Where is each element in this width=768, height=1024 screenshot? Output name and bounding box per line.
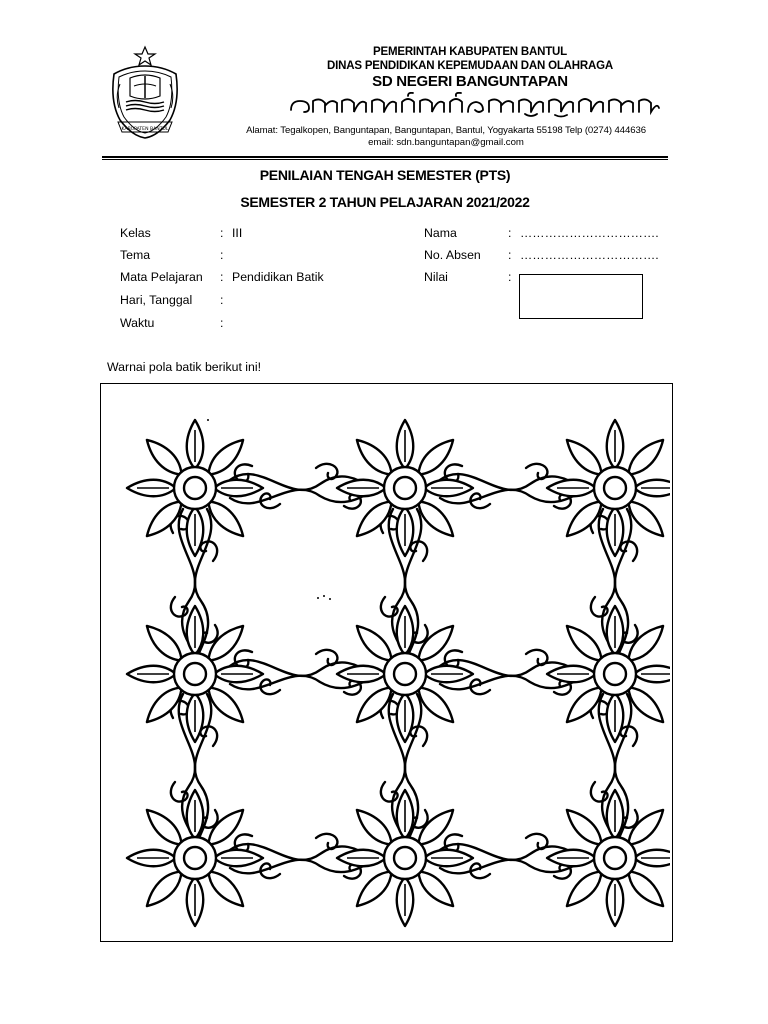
exam-title: PENILAIAN TENGAH SEMESTER (PTS) bbox=[259, 167, 511, 183]
field-colon: : bbox=[220, 226, 224, 240]
field-colon: : bbox=[508, 270, 512, 284]
batik-flower bbox=[547, 606, 670, 742]
field-label-waktu: Waktu bbox=[120, 316, 155, 330]
field-colon: : bbox=[220, 270, 224, 284]
batik-flower bbox=[337, 420, 473, 556]
field-label-tema: Tema bbox=[120, 248, 151, 262]
school-name: SD NEGERI BANGUNTAPAN bbox=[372, 73, 568, 90]
field-label-mata-pelajaran: Mata Pelajaran bbox=[120, 270, 203, 284]
field-value-kelas: III bbox=[232, 226, 243, 240]
batik-flower bbox=[127, 420, 263, 556]
exam-semester: SEMESTER 2 TAHUN PELAJARAN 2021/2022 bbox=[240, 194, 530, 210]
field-colon: : bbox=[508, 248, 512, 262]
field-label-no-absen: No. Absen bbox=[424, 248, 481, 262]
batik-flower bbox=[547, 420, 670, 556]
department-name: DINAS PENDIDIKAN KEPEMUDAAN DAN OLAHRAGA bbox=[327, 60, 613, 72]
field-colon: : bbox=[508, 226, 512, 240]
field-value-no-absen[interactable]: ……………………………. bbox=[520, 248, 659, 262]
field-value-mata-pelajaran: Pendidikan Batik bbox=[232, 270, 324, 284]
school-address: Alamat: Tegalkopen, Banguntapan, Banguntapan, Bantul, Yogyakarta 55198 Telp (0274) 444636 bbox=[246, 125, 646, 136]
field-label-nilai: Nilai bbox=[424, 270, 448, 284]
logo-text: KABUPATEN BANTUL bbox=[121, 127, 169, 132]
field-colon: : bbox=[220, 316, 224, 330]
instruction-text: Warnai pola batik berikut ini! bbox=[107, 360, 262, 374]
batik-flower bbox=[127, 606, 263, 742]
regency-emblem-icon bbox=[106, 44, 184, 142]
batik-flower bbox=[337, 790, 473, 926]
field-label-hari-tanggal: Hari, Tanggal bbox=[120, 293, 193, 307]
school-email: email: sdn.banguntapan@gmail.com bbox=[368, 137, 524, 148]
header-divider-thin bbox=[102, 159, 668, 160]
field-value-nama[interactable]: ……………………………. bbox=[520, 226, 659, 240]
batik-flower bbox=[547, 790, 670, 926]
government-name: PEMERINTAH KABUPATEN BANTUL bbox=[373, 46, 567, 58]
batik-flower bbox=[127, 790, 263, 926]
field-label-kelas: Kelas bbox=[120, 226, 151, 240]
field-label-nama: Nama bbox=[424, 226, 457, 240]
javanese-script-school-name bbox=[287, 92, 663, 118]
field-colon: : bbox=[220, 248, 224, 262]
batik-flower-pattern-icon bbox=[110, 418, 670, 930]
batik-flower bbox=[337, 606, 473, 742]
field-colon: : bbox=[220, 293, 224, 307]
nilai-score-box[interactable] bbox=[519, 274, 643, 319]
header-divider-thick bbox=[102, 156, 668, 158]
